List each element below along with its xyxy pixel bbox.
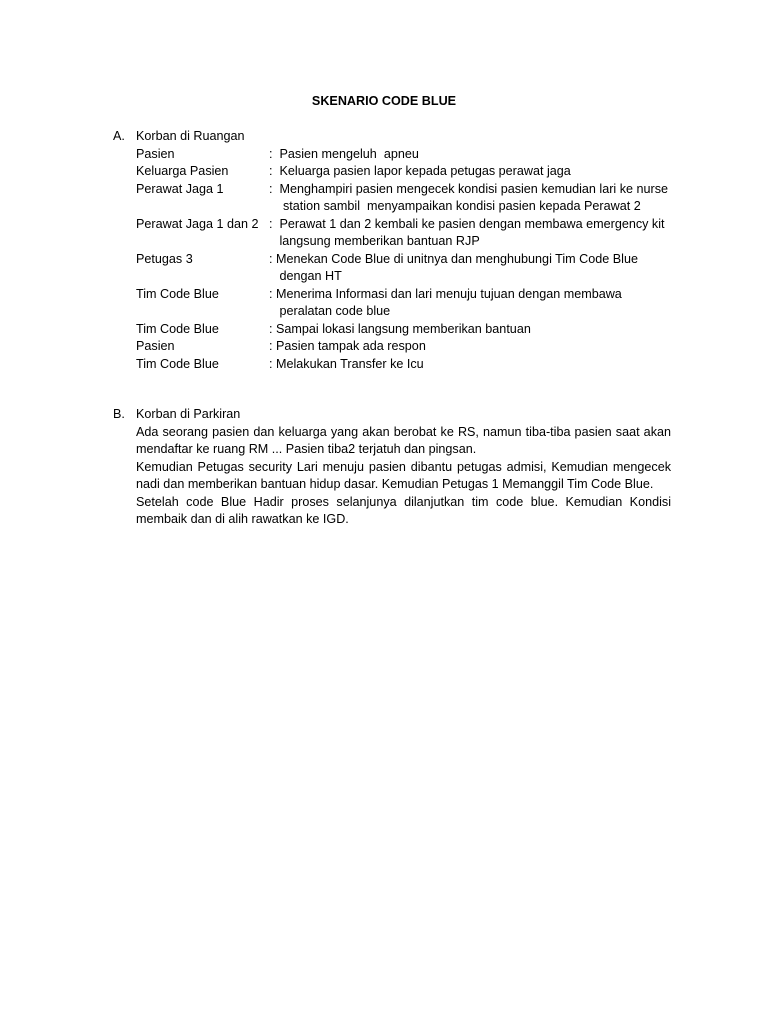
row-role: Petugas 3 xyxy=(136,251,193,266)
scenario-row xyxy=(136,356,673,374)
row-role: Pasien xyxy=(136,146,175,161)
section-b xyxy=(113,406,673,529)
row-description: : Pasien tampak ada respon xyxy=(269,339,426,353)
row-description: : Melakukan Transfer ke Icu xyxy=(269,356,424,371)
row-role: Perawat Jaga 1 dan 2 xyxy=(136,216,259,231)
section-b-heading: Korban di Parkiran xyxy=(136,407,241,421)
scenario-row xyxy=(136,216,673,251)
row-description: : Menerima Informasi dan lari menuju tujuan dengan membawa peralatan code blue xyxy=(269,286,622,318)
row-role: Tim Code Blue xyxy=(136,321,219,336)
scenario-row xyxy=(136,146,673,164)
scenario-row xyxy=(136,338,673,356)
row-role: Keluarga Pasien xyxy=(136,164,229,178)
row-role: Perawat Jaga 1 xyxy=(136,181,224,196)
row-role: Tim Code Blue xyxy=(136,356,219,371)
section-a-header xyxy=(113,128,673,146)
row-description: : Perawat 1 dan 2 kembali ke pasien dengan membawa emergency kit langsung memberikan bantuan RJP xyxy=(269,216,665,248)
document-title: SKENARIO CODE BLUE xyxy=(311,94,457,108)
section-a-heading: Korban di Ruangan xyxy=(136,129,245,143)
scenario-row xyxy=(136,286,673,321)
section-b-header xyxy=(113,406,673,424)
row-description: : Keluarga pasien lapor kepada petugas perawat jaga xyxy=(269,164,571,178)
row-role: Tim Code Blue xyxy=(136,286,219,301)
section-a xyxy=(113,128,673,373)
scenario-rows xyxy=(136,146,673,374)
paragraph: Ada seorang pasien dan keluarga yang akan berobat ke RS, namun tiba-tiba pasien saat akan mendaftar ke ruang RM ... Pasien tiba2 terjatuh dan pingsan. xyxy=(136,424,671,456)
scenario-row xyxy=(136,321,673,339)
section-b-letter: B. xyxy=(113,407,125,421)
row-role: Pasien xyxy=(136,339,175,353)
row-description: : Menghampiri pasien mengecek kondisi pasien kemudian lari ke nurse station sambil menyampaikan kondisi pasien kepada Perawat 2 xyxy=(269,181,669,213)
scenario-row xyxy=(136,251,673,286)
paragraph: Setelah code Blue Hadir proses selanjunya dilanjutkan tim code blue. Kemudian Kondisi membaik dan di alih rawatkan ke IGD. xyxy=(136,494,671,526)
paragraph: Kemudian Petugas security Lari menuju pasien dibantu petugas admisi, Kemudian mengecek nadi dan memberikan bantuan hidup dasar. Kemudian Petugas 1 Memanggil Tim Code Blue. xyxy=(136,459,671,491)
scenario-row xyxy=(136,163,673,181)
row-description: : Pasien mengeluh apneu xyxy=(269,146,419,161)
row-description: : Sampai lokasi langsung memberikan bantuan xyxy=(269,321,531,336)
row-description: : Menekan Code Blue di unitnya dan menghubungi Tim Code Blue dengan HT xyxy=(269,251,638,283)
scenario-row xyxy=(136,181,673,216)
section-a-letter: A. xyxy=(113,129,125,143)
